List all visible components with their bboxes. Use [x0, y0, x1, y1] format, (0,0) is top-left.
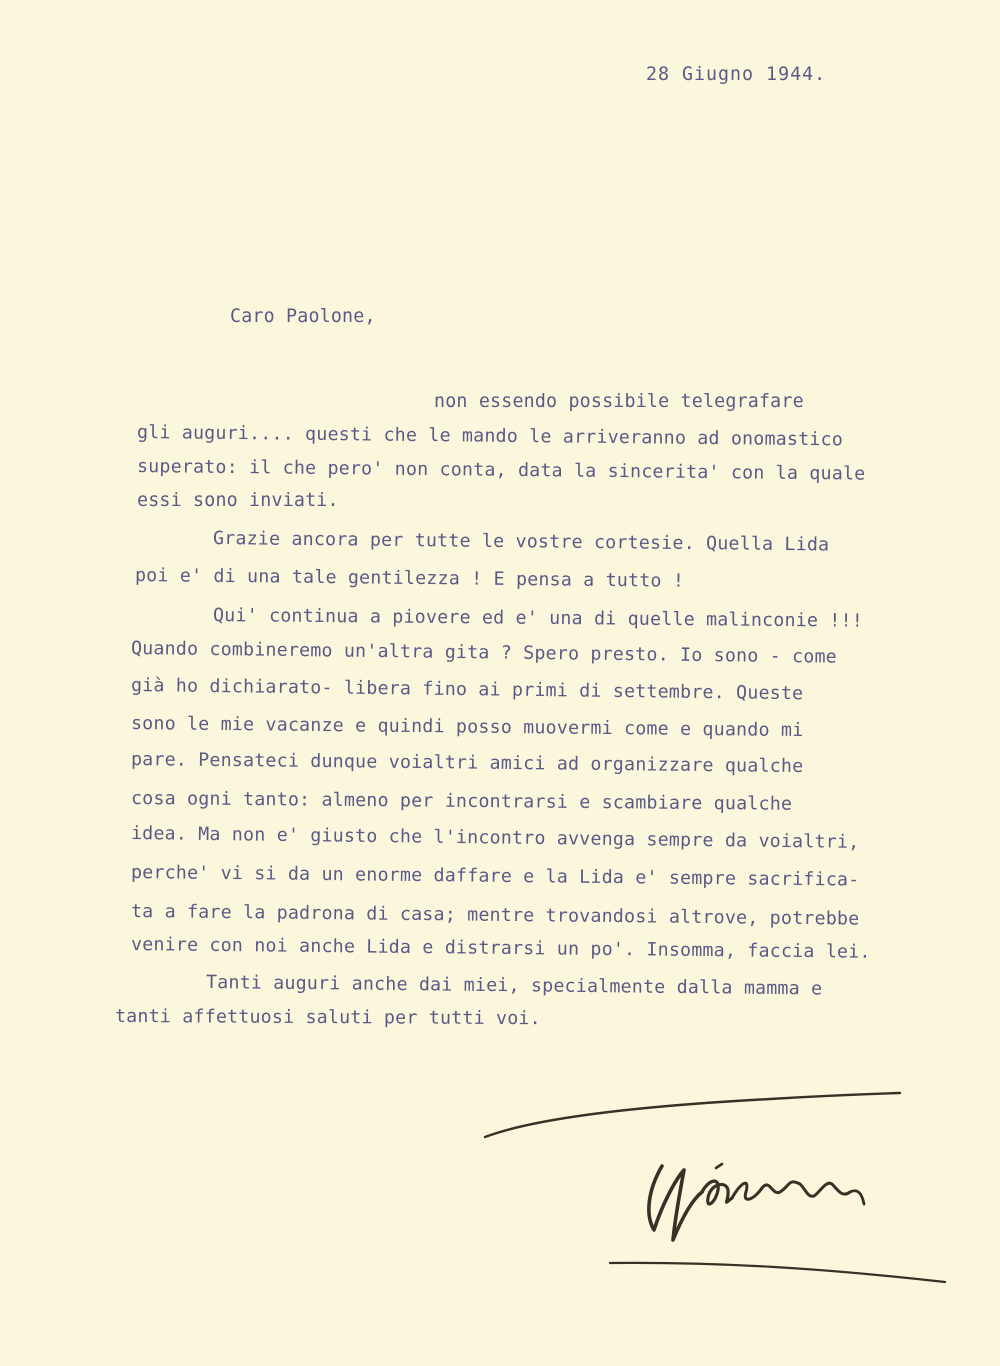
body-line: poi e' di una tale gentilezza ! E pensa a tutto ! [134, 565, 685, 592]
body-line: tanti affettuosi saluti per tutti voi. [114, 1006, 541, 1030]
body-line: pare. Pensateci dunque voialtri amici ad organizzare qualche [130, 749, 804, 778]
body-line: Grazie ancora per tutte le vostre cortesie. Quella Lida [212, 528, 830, 556]
body-line: venire con noi anche Lida e distrarsi un po'. Insomma, faccia lei. [130, 934, 871, 963]
body-line: Tanti auguri anche dai miei, specialmente dalla mamma e [205, 972, 823, 1000]
body-line: già ho dichiarato- libera fino ai primi di settembre. Queste [130, 675, 804, 705]
body-line: sono le mie vacanze e quindi posso muovermi come e quando mi [130, 713, 804, 742]
body-line: Qui' continua a piovere ed e' una di quelle malinconie !!! [212, 605, 864, 632]
body-line: cosa ogni tanto: almeno per incontrarsi e scambiare qualche [130, 788, 793, 815]
body-line: perche' vi si da un enorme daffare e la Lida e' sempre sacrifica- [130, 862, 860, 891]
letter-date: 28 Giugno 1944. [646, 64, 827, 85]
body-line: gli auguri.... questi che le mando le arriveranno ad onomastico [136, 422, 844, 451]
body-line: essi sono inviati. [137, 490, 339, 511]
body-line: idea. Ma non e' giusto che l'incontro avvenga sempre da voialtri, [130, 823, 860, 853]
body-line: superato: il che pero' non conta, data la sincerita' con la quale [136, 456, 866, 485]
body-line: ta a fare la padrona di casa; mentre trovandosi altrove, potrebbe [130, 901, 860, 930]
body-line: Quando combineremo un'altra gita ? Spero presto. Io sono - come [130, 638, 838, 668]
body-line: non essendo possibile telegrafare [434, 391, 804, 412]
salutation: Caro Paolone, [230, 306, 376, 327]
handwritten-signature [470, 1080, 970, 1300]
